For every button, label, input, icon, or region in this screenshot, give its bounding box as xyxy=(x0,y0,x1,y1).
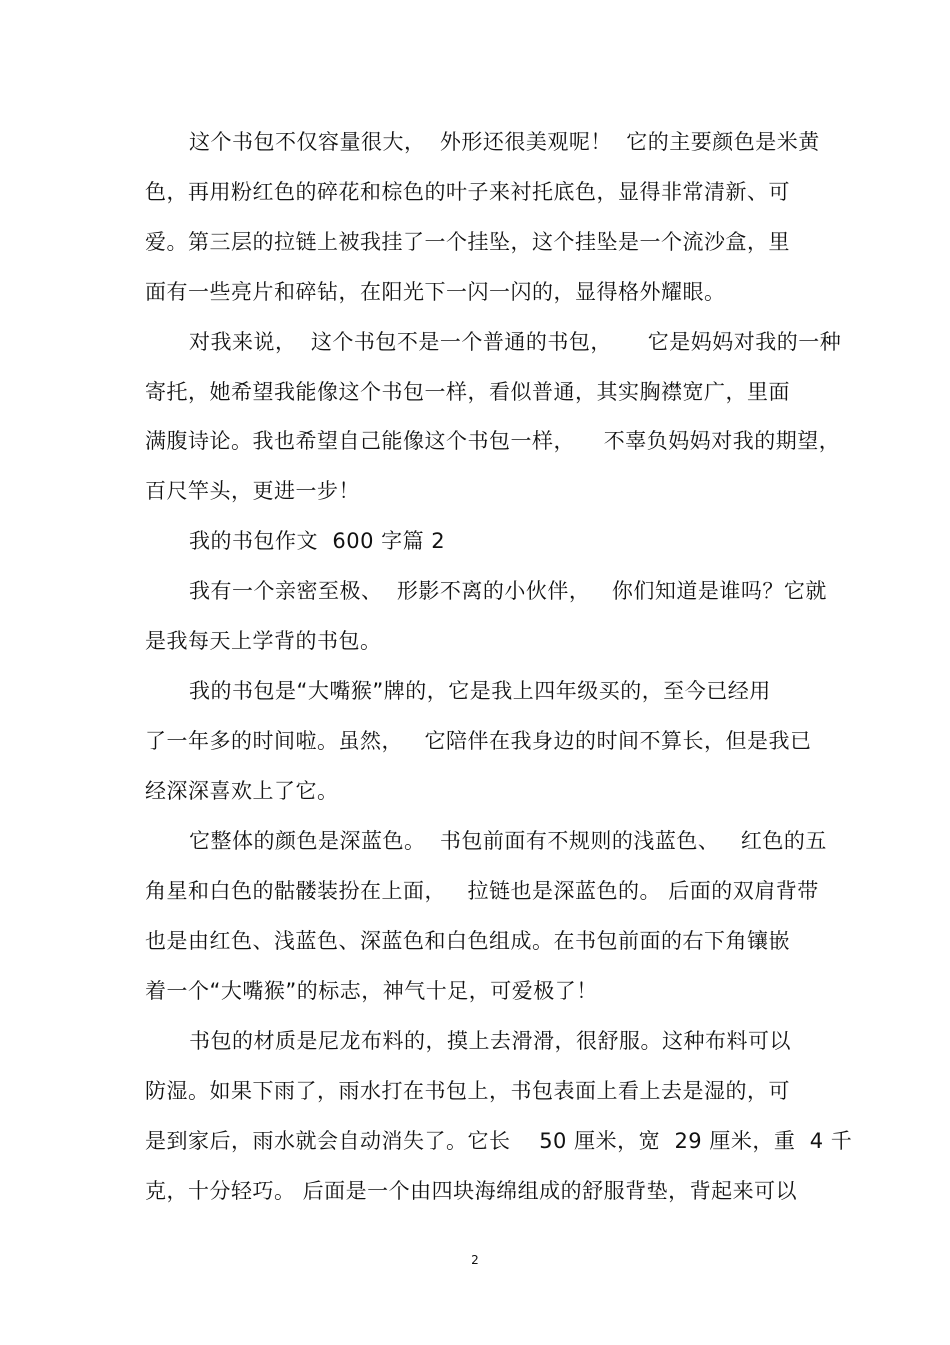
text-line: 百尺竿头，更进一步！ xyxy=(145,479,360,503)
text-line: 满腹诗论。我也希望自己能像这个书包一样， 不辜负妈妈对我的期望， xyxy=(145,429,841,453)
text-line: 它整体的颜色是深蓝色。 书包前面有不规则的浅蓝色、 红色的五 xyxy=(189,829,827,853)
text-line: 书包的材质是尼龙布料的，摸上去滑滑，很舒服。这种布料可以 xyxy=(189,1029,791,1053)
section-heading: 我的书包作文 600 字篇 2 xyxy=(189,529,446,553)
text-line: 着一个“大嘴猴”的标志，神气十足，可爱极了！ xyxy=(145,979,598,1003)
text-line: 了一年多的时间啦。虽然， 它陪伴在我身边的时间不算长，但是我已 xyxy=(145,729,812,753)
text-line: 我的书包是“大嘴猴”牌的，它是我上四年级买的，至今已经用 xyxy=(189,679,771,703)
text-line: 色，再用粉红色的碎花和棕色的叶子来衬托底色，显得非常清新、可 xyxy=(145,180,790,204)
text-line: 寄托，她希望我能像这个书包一样，看似普通，其实胸襟宽广，里面 xyxy=(145,380,790,404)
text-line: 克，十分轻巧。 后面是一个由四块海绵组成的舒服背垫，背起来可以 xyxy=(145,1179,798,1203)
text-line: 角星和白色的骷髅装扮在上面， 拉链也是深蓝色的。 后面的双肩背带 xyxy=(145,879,819,903)
text-line: 经深深喜欢上了它。 xyxy=(145,779,339,803)
text-line: 我有一个亲密至极、 形影不离的小伙伴， 你们知道是谁吗？它就 xyxy=(189,579,827,603)
text-line: 也是由红色、浅蓝色、深蓝色和白色组成。在书包前面的右下角镶嵌 xyxy=(145,929,790,953)
text-line: 对我来说， 这个书包不是一个普通的书包， 它是妈妈对我的一种 xyxy=(189,330,842,354)
text-line: 面有一些亮片和碎钻，在阳光下一闪一闪的，显得格外耀眼。 xyxy=(145,280,726,304)
text-line: 防湿。如果下雨了，雨水打在书包上，书包表面上看上去是湿的，可 xyxy=(145,1079,790,1103)
text-line: 这个书包不仅容量很大， 外形还很美观呢！ 它的主要颜色是米黄 xyxy=(189,130,820,154)
text-line: 爱。第三层的拉链上被我挂了一个挂坠，这个挂坠是一个流沙盒，里 xyxy=(145,230,790,254)
text-line: 是到家后，雨水就会自动消失了。它长 50 厘米，宽 29 厘米，重 4 千 xyxy=(145,1129,853,1153)
page-number: 2 xyxy=(471,1253,479,1267)
text-line: 是我每天上学背的书包。 xyxy=(145,629,382,653)
